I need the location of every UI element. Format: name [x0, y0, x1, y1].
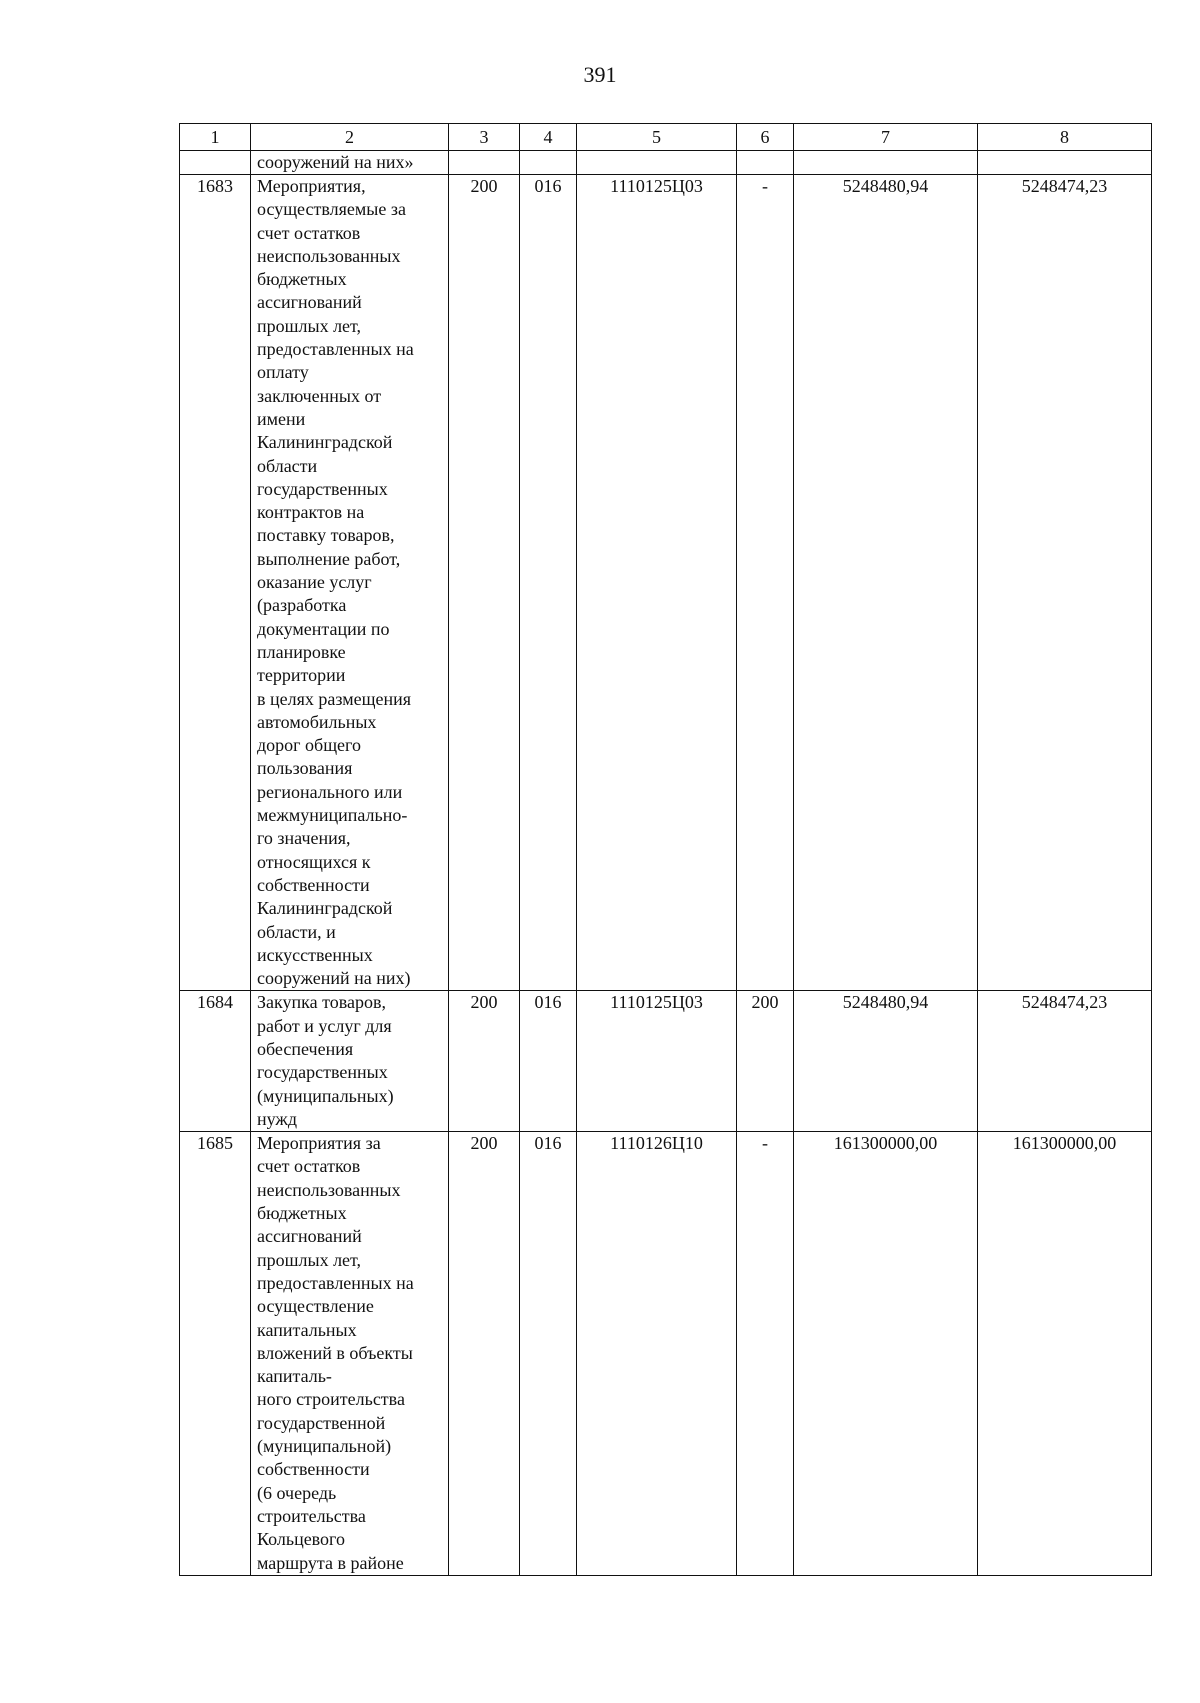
table-body — [180, 175, 1152, 1576]
description-line: регионального или — [257, 781, 403, 802]
cell-col-7: 5248480,94 — [794, 991, 978, 1132]
cell-col-5: 1110125Ц03 — [577, 175, 737, 991]
cell-col-5: 1110125Ц03 — [577, 991, 737, 1132]
description-line: предоставленных на — [257, 339, 414, 360]
description-line: искусственных — [257, 944, 373, 965]
column-header-7: 7 — [794, 124, 978, 151]
description-line: государственных — [257, 478, 388, 499]
table-row — [180, 991, 1152, 1132]
description-line: Калининградской — [257, 432, 393, 453]
description-line: поставку товаров, — [257, 525, 395, 546]
description-line: ассигнований — [257, 292, 362, 313]
cell-col-4: 016 — [520, 991, 577, 1132]
description-line: предоставленных на — [257, 1272, 414, 1293]
row-description — [251, 151, 449, 175]
cell-col-5: 1110126Ц10 — [577, 1132, 737, 1576]
description-line: сооружений на них) — [257, 968, 411, 989]
description-line: заключенных от — [257, 385, 382, 406]
cell-col-8: 5248474,23 — [978, 175, 1152, 991]
cell-col-4: 016 — [520, 175, 577, 991]
description-line: Закупка товаров, — [257, 992, 386, 1013]
column-header-6: 6 — [737, 124, 794, 151]
row-description — [251, 175, 449, 991]
description-line: контрактов на — [257, 502, 365, 523]
description-line: области, и — [257, 921, 336, 942]
description-line: выполнение работ, — [257, 548, 401, 569]
description-line: Кольцевого — [257, 1529, 345, 1550]
table-row-continuation — [180, 151, 1152, 175]
column-header-3: 3 — [449, 124, 520, 151]
cell-col-4: 016 — [520, 1132, 577, 1576]
column-header-1: 1 — [180, 124, 251, 151]
description-line: ассигнований — [257, 1226, 362, 1247]
description-line: (6 очередь — [257, 1482, 337, 1503]
description-line: неиспользованных — [257, 1179, 401, 1200]
cell-col-7: 161300000,00 — [794, 1132, 978, 1576]
description-line: капиталь- — [257, 1366, 332, 1387]
description-line: работ и услуг для — [257, 1015, 392, 1036]
description-line: относящихся к — [257, 851, 371, 872]
table-row — [180, 1132, 1152, 1576]
cell-col-6: 200 — [737, 991, 794, 1132]
description-line: ного строительства — [257, 1389, 405, 1410]
description-line: автомобильных — [257, 711, 377, 732]
description-line: имени — [257, 408, 306, 429]
cell-col-5 — [577, 151, 737, 175]
cell-col-8: 161300000,00 — [978, 1132, 1152, 1576]
description-line: в целях размещения — [257, 688, 412, 709]
description-line: (муниципальных) — [257, 1085, 394, 1106]
row-number: 1685 — [180, 1132, 251, 1576]
description-line: бюджетных — [257, 269, 347, 290]
description-line: территории — [257, 665, 346, 686]
row-number: 1684 — [180, 991, 251, 1132]
description-line: го значения, — [257, 828, 351, 849]
cell-col-8: 5248474,23 — [978, 991, 1152, 1132]
description-line: бюджетных — [257, 1203, 347, 1224]
description-line: Калининградской — [257, 898, 393, 919]
description-line: государственных — [257, 1062, 388, 1083]
description-line: счет остатков — [257, 222, 361, 243]
description-line: маршрута в районе — [257, 1552, 404, 1573]
description-line: оплату — [257, 362, 309, 383]
description-line: прошлых лет, — [257, 315, 362, 336]
description-line: (разработка — [257, 595, 347, 616]
cell-col-4 — [520, 151, 577, 175]
column-header-4: 4 — [520, 124, 577, 151]
cell-col-6 — [737, 151, 794, 175]
description-line: обеспечения — [257, 1038, 354, 1059]
cell-col-7 — [794, 151, 978, 175]
description-line: сооружений на них» — [257, 152, 414, 172]
description-line: области — [257, 455, 318, 476]
header-row — [180, 124, 1152, 151]
description-line: межмуниципально- — [257, 805, 408, 826]
page-number: 391 — [583, 62, 617, 87]
cell-col-3: 200 — [449, 175, 520, 991]
column-header-8: 8 — [978, 124, 1152, 151]
description-line: оказание услуг — [257, 572, 372, 593]
budget-table — [179, 123, 1152, 1576]
description-line: счет остатков — [257, 1156, 361, 1177]
description-line: пользования — [257, 758, 353, 779]
row-description — [251, 1132, 449, 1576]
column-header-5: 5 — [577, 124, 737, 151]
cell-col-3: 200 — [449, 1132, 520, 1576]
description-line: вложений в объекты — [257, 1342, 413, 1363]
description-line: государственной — [257, 1412, 386, 1433]
description-line: осуществляемые за — [257, 199, 406, 220]
description-line: собственности — [257, 874, 370, 895]
cell-col-3: 200 — [449, 991, 520, 1132]
description-line: осуществление — [257, 1296, 374, 1317]
cell-col-6: - — [737, 1132, 794, 1576]
description-line: Мероприятия за — [257, 1133, 381, 1154]
description-line: (муниципальной) — [257, 1436, 392, 1457]
description-line: нужд — [257, 1108, 297, 1129]
cell-col-8 — [978, 151, 1152, 175]
column-header-2: 2 — [251, 124, 449, 151]
description-line: планировке — [257, 641, 346, 662]
description-line: прошлых лет, — [257, 1249, 362, 1270]
row-description — [251, 991, 449, 1132]
row-number: 1683 — [180, 175, 251, 991]
description-line: Мероприятия, — [257, 176, 366, 196]
description-line: капитальных — [257, 1319, 357, 1340]
row-number — [180, 151, 251, 175]
table-row — [180, 175, 1152, 991]
description-line: дорог общего — [257, 735, 361, 756]
description-line: строительства — [257, 1505, 366, 1526]
cell-col-7: 5248480,94 — [794, 175, 978, 991]
cell-col-6: - — [737, 175, 794, 991]
description-line: документации по — [257, 618, 390, 639]
cell-col-3 — [449, 151, 520, 175]
description-line: собственности — [257, 1459, 370, 1480]
description-line: неиспользованных — [257, 245, 401, 266]
